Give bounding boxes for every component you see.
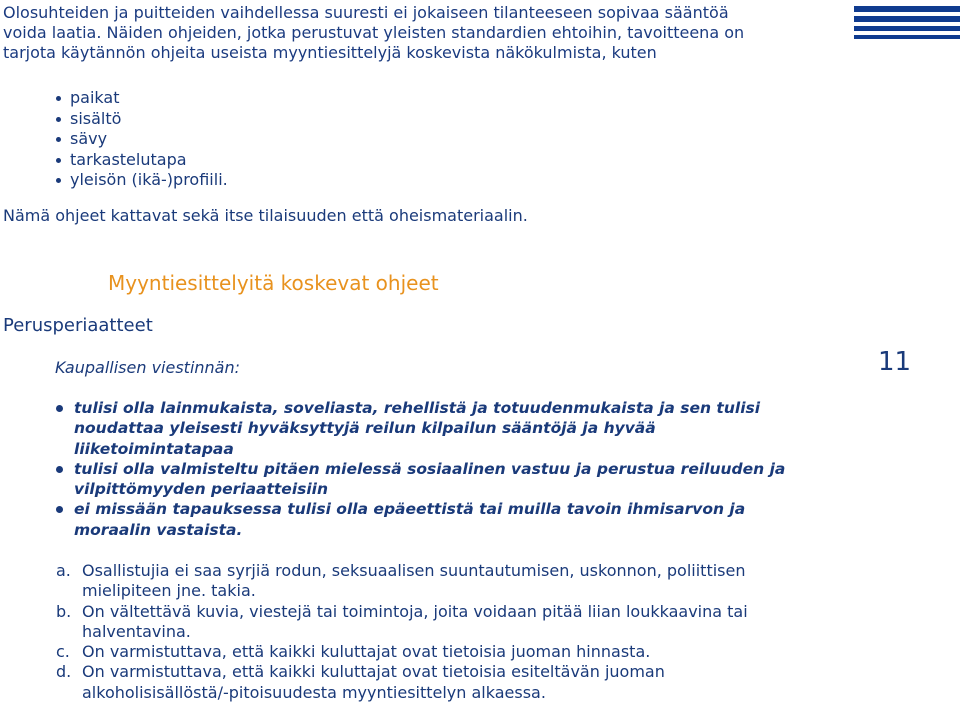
list-marker: d. <box>56 662 72 682</box>
list-marker: c. <box>56 642 70 662</box>
rules-list <box>56 561 816 703</box>
list-item: paikat <box>56 88 228 109</box>
intro-paragraph <box>3 3 803 63</box>
aspect-list <box>56 88 228 191</box>
intro-line: voida laatia. Näiden ohjeiden, jotka perustuvat yleisten standardien ehtoihin, tavoitteena on <box>3 23 745 42</box>
principles-list <box>56 398 816 540</box>
coverage-note: Nämä ohjeet kattavat sekä itse tilaisuuden että oheismateriaalin. <box>3 206 528 225</box>
list-marker: a. <box>56 561 71 580</box>
list-item: sisältö <box>56 109 228 130</box>
stripe <box>854 16 960 22</box>
list-marker: b. <box>56 601 72 621</box>
intro-line: Olosuhteiden ja puitteiden vaihdellessa suuresti ei jokaiseen tilanteeseen sopivaa sääntöä <box>3 3 729 22</box>
list-item: tulisi olla lainmukaista, soveliasta, rehellistä ja totuudenmukaista ja sen tulisi noudattaa yleisesti hyväksyttyjä reilun kilpailun sääntöjä ja hyvää liiketoimintatapaa <box>56 398 816 459</box>
list-item <box>56 642 816 662</box>
intro-line: tarjota käytännön ohjeita useista myyntiesittelyjä koskevista näkökulmista, kuten <box>3 43 657 62</box>
page-number: 11 <box>878 347 912 377</box>
rule-text: Osallistujia ei saa syrjiä rodun, seksuaalisen suuntautumisen, uskonnon, poliittisen mielipiteen jne. takia. <box>82 561 746 601</box>
list-item: ei missään tapauksessa tulisi olla epäeettistä tai muilla tavoin ihmisarvon ja moraalin vastaista. <box>56 499 816 540</box>
stripe <box>854 35 960 39</box>
list-item: tarkastelutapa <box>56 150 228 171</box>
list-item <box>56 602 816 643</box>
list-item <box>56 561 816 602</box>
rule-text: On vältettävä kuvia, viestejä tai toimintoja, joita voidaan pitää liian loukkaavina tai halventavina. <box>82 601 748 641</box>
section-title: Myyntiesittelyitä koskevat ohjeet <box>108 271 439 295</box>
list-item <box>56 662 816 703</box>
stripe <box>854 26 960 31</box>
list-item: sävy <box>56 129 228 150</box>
subtitle: Perusperiaatteet <box>3 315 153 336</box>
rule-text: On varmistuttava, että kaikki kuluttajat ovat tietoisia juoman hinnasta. <box>82 642 651 662</box>
rule-text: On varmistuttava, että kaikki kuluttajat ovat tietoisia esiteltävän juoman alkoholisisällöstä/-pitoisuudesta myyntiesittelyn alkaessa. <box>82 662 665 702</box>
list-item: yleisön (ikä-)profiili. <box>56 170 228 191</box>
stripe <box>854 6 960 12</box>
commercial-heading: Kaupallisen viestinnän: <box>55 358 240 377</box>
logo-stripes-icon <box>854 6 960 43</box>
list-item: tulisi olla valmisteltu pitäen mielessä sosiaalinen vastuu ja perustua reiluuden ja vilpittömyyden periaatteisiin <box>56 459 816 500</box>
